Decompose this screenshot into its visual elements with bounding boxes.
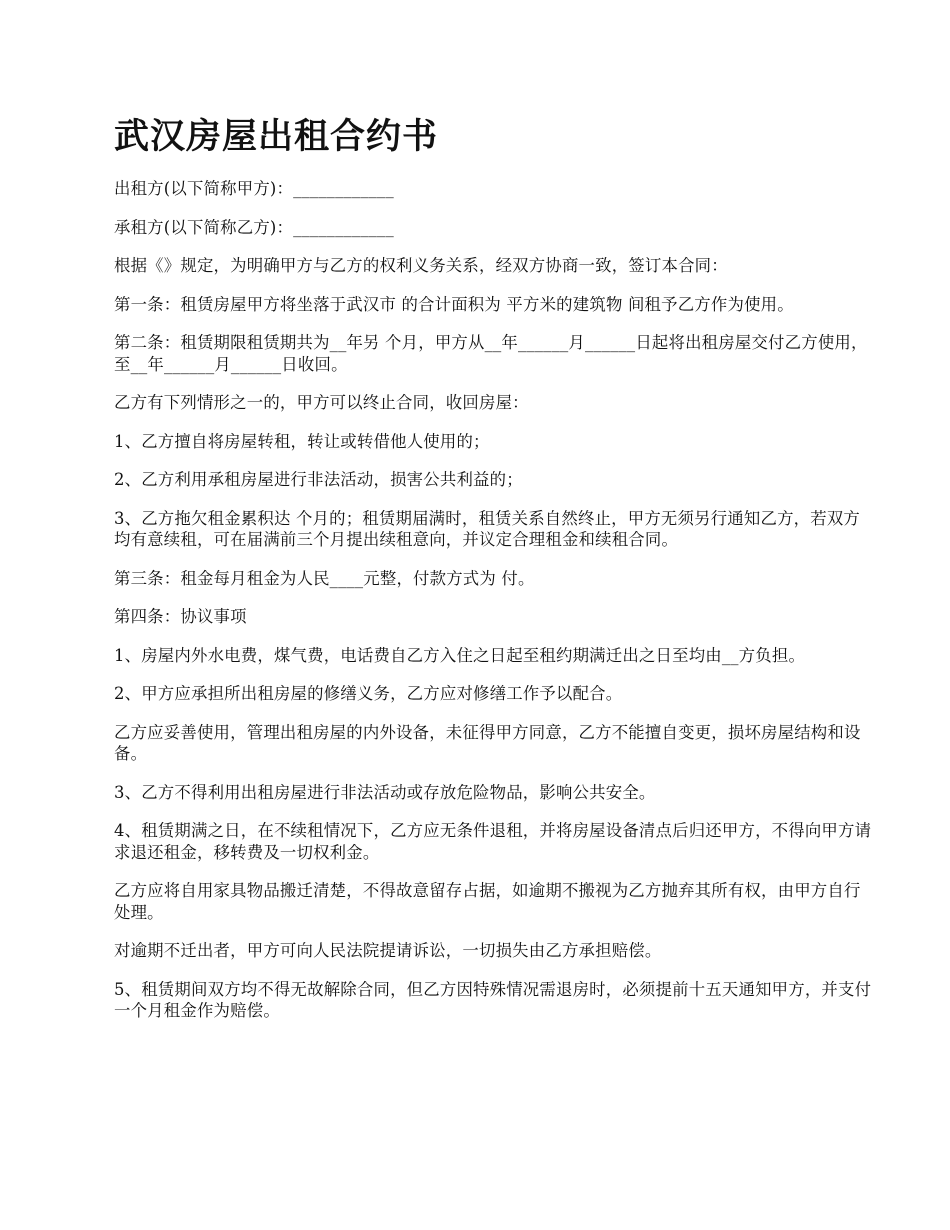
document-body: [114, 178, 874, 1039]
termination-item-3: 3、乙方拖欠租金累积达 个月的；租赁期届满时，租赁关系自然终止，甲方无须另行通知乙方，若双方均有意续租，可在届满前三个月提出续租意向，并议定合理租金和续租合同。: [114, 508, 861, 549]
agreement-item-3: 3、乙方不得利用出租房屋进行非法活动或存放危险物品，影响公共安全。: [114, 782, 656, 802]
agreement-item-4: 4、租赁期满之日，在不续租情况下，乙方应无条件退租，并将房屋设备清点后归还甲方，不得向甲方请求退还租金，移转费及一切权利金。: [114, 821, 872, 862]
termination-item-2: 2、乙方利用承租房屋进行非法活动，损害公共利益的；: [114, 470, 523, 489]
party-b-line: 承租方(以下简称乙方)：____________: [114, 217, 394, 237]
article-4-heading: 第四条：协议事项: [114, 607, 247, 626]
article-3-paragraph: 第三条：租金每月租金为人民____元整，付款方式为 付。: [114, 568, 535, 588]
article-1-paragraph: 第一条：租赁房屋甲方将坐落于武汉市 的合计面积为 平方米的建筑物 间租予乙方作为使用。: [114, 294, 794, 314]
agreement-item-5: 5、租赁期间双方均不得无故解除合同，但乙方因特殊情况需退房时，必须提前十五天通知甲方，并支付一个月租金作为赔偿。: [114, 979, 872, 1020]
agreement-item-2-note: 乙方应妥善使用，管理出租房屋的内外设备，未征得甲方同意，乙方不能擅自变更，损坏房屋结构和设备。: [114, 722, 861, 763]
termination-intro-paragraph: 乙方有下列情形之一的，甲方可以终止合同，收回房屋：: [114, 393, 529, 412]
party-a-line: 出租方(以下简称甲方)：____________: [114, 179, 394, 198]
article-2-paragraph: 第二条：租赁期限租赁期共为__年另 个月，甲方从__年______月______日起将出租房屋交付乙方使用，至__年______月______日收回。: [114, 333, 868, 374]
agreement-item-1: 1、房屋内外水电费，煤气费，电话费自乙方入住之日起至租约期满迁出之日至均由__方负担。: [114, 645, 806, 665]
agreement-item-4-note-1: 乙方应将自用家具物品搬迁清楚，不得故意留存占据，如逾期不搬视为乙方抛弃其所有权，由甲方自行处理。: [114, 881, 861, 922]
agreement-item-4-note-2: 对逾期不迁出者，甲方可向人民法院提请诉讼，一切损失由乙方承担赔偿。: [114, 941, 662, 960]
agreement-item-2: 2、甲方应承担所出租房屋的修缮义务，乙方应对修缮工作予以配合。: [114, 684, 623, 703]
document-title: 武汉房屋出租合约书: [114, 116, 439, 157]
termination-item-1: 1、乙方擅自将房屋转租，转让或转借他人使用的；: [114, 431, 490, 451]
preamble-paragraph: 根据《》规定，为明确甲方与乙方的权利义务关系，经双方协商一致，签订本合同：: [114, 256, 728, 275]
